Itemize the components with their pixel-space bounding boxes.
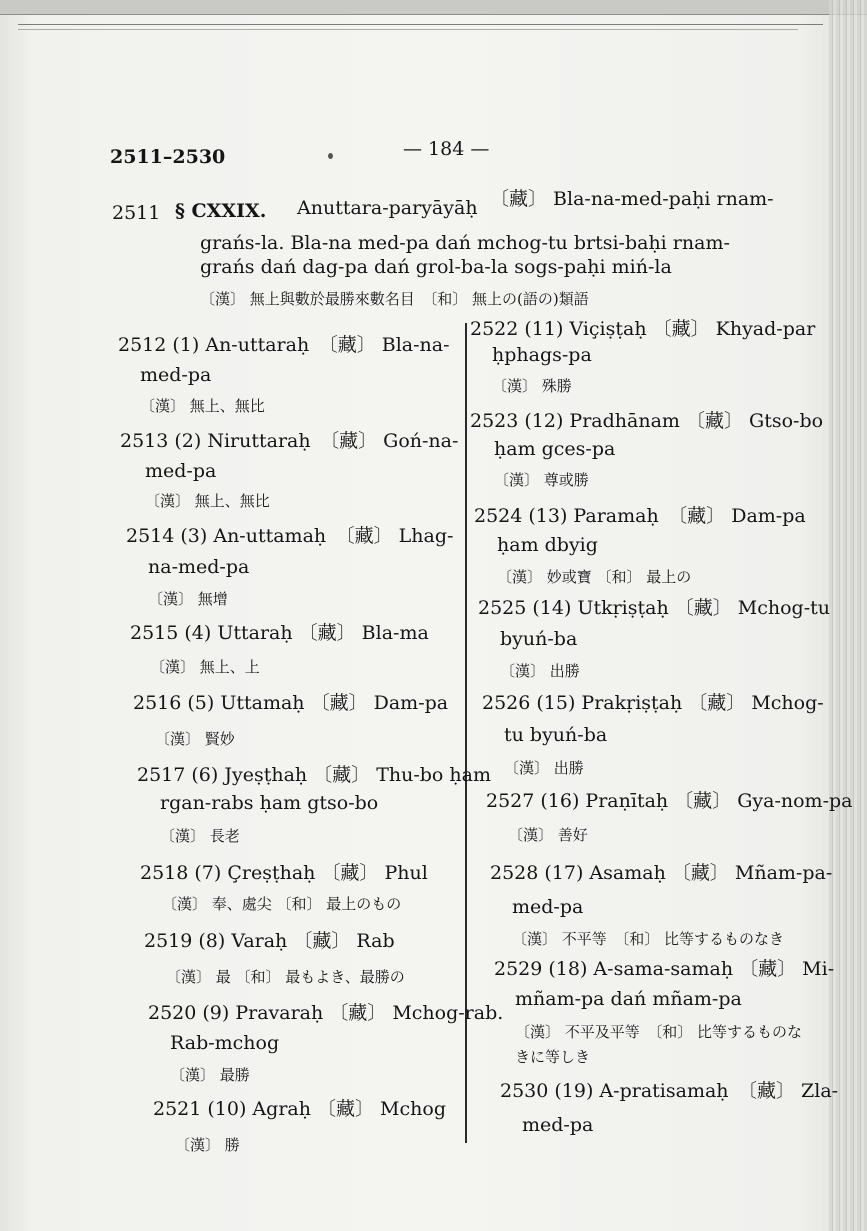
- entry-head: 2527 (16) Praṇītaḥ 〔藏〕 Gya-nom-pa: [486, 790, 853, 812]
- entry-note: 〔漢〕 最 〔和〕 最もよき、最勝の: [166, 968, 405, 986]
- entry-head: 2522 (11) Viçiṣṭaḥ 〔藏〕 Khyad-par: [470, 318, 816, 340]
- entry-note: 〔漢〕 奉、處尖 〔和〕 最上のもの: [162, 895, 402, 913]
- entry-continuation: ḥphags-pa: [492, 344, 592, 366]
- entry-continuation: med-pa: [140, 364, 212, 386]
- entry-head: 2514 (3) An-uttamaḥ 〔藏〕 Lhag-: [126, 525, 454, 547]
- entry-note: 〔漢〕 最勝: [170, 1066, 250, 1084]
- entry-head: 2528 (17) Asamaḥ 〔藏〕 Mñam-pa-: [490, 862, 833, 884]
- entry-note: 〔漢〕 賢妙: [155, 730, 235, 748]
- entry-note: きに等しき: [515, 1048, 591, 1066]
- entry-number: 2511: [112, 202, 161, 224]
- entry-head: 2519 (8) Varaḥ 〔藏〕 Rab: [144, 930, 395, 952]
- entry-head: 2524 (13) Paramaḥ 〔藏〕 Dam-pa: [474, 505, 806, 527]
- entry-continuation: med-pa: [522, 1114, 594, 1136]
- entry-note: 〔漢〕 尊或勝: [494, 471, 589, 489]
- entry-continuation: byuń-ba: [500, 628, 578, 650]
- entry-note: 〔漢〕 無上、無比: [145, 492, 270, 510]
- entry-head: 2523 (12) Pradhānam 〔藏〕 Gtso-bo: [470, 410, 824, 432]
- entry-continuation: med-pa: [512, 896, 584, 918]
- page-edge-line: [18, 24, 823, 25]
- page-right-edge: [829, 0, 867, 1231]
- entry-head: 2529 (18) A-sama-samaḥ 〔藏〕 Mi-: [494, 958, 835, 980]
- entry-continuation: rgan-rabs ḥam gtso-bo: [160, 792, 379, 814]
- entry-head: 2520 (9) Pravaraḥ 〔藏〕 Mchog-rab.: [148, 1002, 504, 1024]
- entry-head: 2530 (19) A-pratisamaḥ 〔藏〕 Zla-: [500, 1080, 839, 1102]
- entry-head: 2512 (1) An-uttaraḥ 〔藏〕 Bla-na-: [118, 334, 450, 356]
- page-range: 2511–2530: [110, 146, 226, 168]
- entry-note: 〔漢〕 無上、上: [150, 658, 260, 676]
- entry-text-line: grańs-la. Bla-na med-pa dań mchog-tu brtsi-baḥi rnam-: [200, 232, 730, 254]
- entry-title: Anuttara-paryāyāḥ: [297, 197, 478, 219]
- entry-continuation: na-med-pa: [148, 556, 250, 578]
- entry-note: 〔漢〕 長老: [160, 827, 240, 845]
- entry-note: 〔漢〕 殊勝: [492, 377, 572, 395]
- entry-note: 〔漢〕 善好: [508, 826, 588, 844]
- page-edge-line: [18, 29, 798, 30]
- entry-head: 2517 (6) Jyeṣṭhaḥ 〔藏〕 Thu-bo ḥam: [137, 764, 491, 786]
- entry-tibetan: 〔藏〕 Bla-na-med-paḥi rnam-: [490, 188, 774, 210]
- entry-continuation: Rab-mchog: [170, 1032, 280, 1054]
- entry-continuation: ḥam gces-pa: [494, 438, 616, 460]
- page-top-edge: [0, 0, 867, 15]
- entry-head: 2513 (2) Niruttaraḥ 〔藏〕 Goń-na-: [120, 430, 459, 452]
- entry-note: 〔漢〕 勝: [175, 1136, 240, 1154]
- entry-note: 〔漢〕 出勝: [504, 759, 584, 777]
- entry-head: 2526 (15) Prakṛiṣṭaḥ 〔藏〕 Mchog-: [482, 692, 824, 714]
- entry-continuation: tu byuń-ba: [504, 724, 608, 746]
- ink-dot: [328, 153, 333, 159]
- entry-note: 〔漢〕 妙或寶 〔和〕 最上の: [497, 568, 692, 586]
- entry-gloss: 〔漢〕 無上與數於最勝來數名目 〔和〕 無上の(語の)類語: [200, 290, 589, 308]
- entry-continuation: mñam-pa dań mñam-pa: [515, 988, 742, 1010]
- page-number: — 184 —: [403, 138, 490, 160]
- section-heading: § CXXIX.: [175, 200, 267, 222]
- entry-continuation: med-pa: [145, 460, 217, 482]
- entry-continuation: ḥam dbyig: [497, 534, 598, 556]
- entry-note: 〔漢〕 不平等 〔和〕 比等するものなき: [512, 930, 785, 948]
- entry-note: 〔漢〕 無增: [148, 590, 228, 608]
- entry-note: 〔漢〕 不平及平等 〔和〕 比等するものな: [515, 1023, 803, 1041]
- entry-note: 〔漢〕 無上、無比: [140, 397, 265, 415]
- entry-head: 2518 (7) Çreṣṭhaḥ 〔藏〕 Phul: [140, 862, 428, 884]
- entry-head: 2516 (5) Uttamaḥ 〔藏〕 Dam-pa: [133, 692, 449, 714]
- entry-note: 〔漢〕 出勝: [500, 662, 580, 680]
- entry-head: 2525 (14) Utkṛiṣṭaḥ 〔藏〕 Mchog-tu: [478, 597, 831, 619]
- entry-head: 2515 (4) Uttaraḥ 〔藏〕 Bla-ma: [130, 622, 429, 644]
- entry-text-line: grańs dań dag-pa dań grol-ba-la sogs-paḥi miń-la: [200, 256, 672, 278]
- entry-head: 2521 (10) Agraḥ 〔藏〕 Mchog: [153, 1098, 446, 1120]
